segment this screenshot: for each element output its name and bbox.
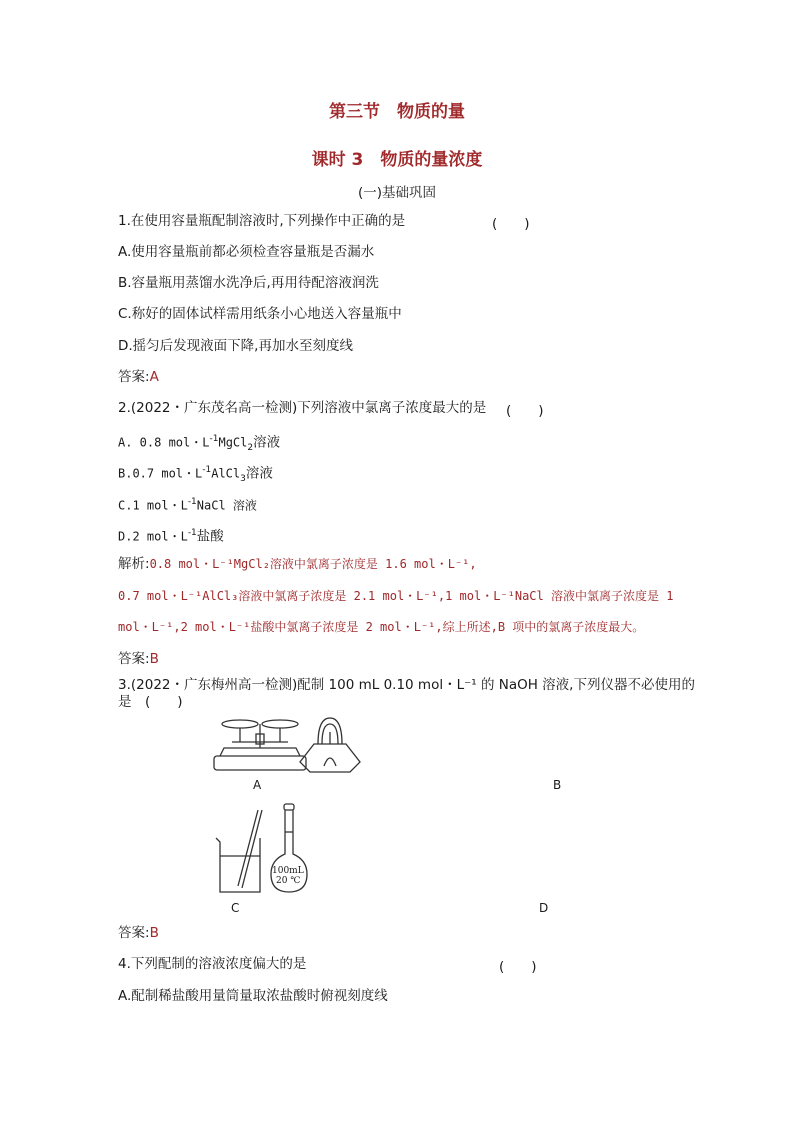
alcohol-lamp-figure: [298, 714, 362, 774]
analysis-text: 0.8 mol・L⁻¹MgCl₂溶液中氯离子浓度是 1.6 mol・L⁻¹,: [149, 557, 477, 571]
answer-value: B: [149, 925, 159, 941]
q2-stem: 2.(2022・广东茂名高一检测)下列溶液中氯离子浓度最大的是: [118, 400, 487, 416]
q2-option-c-text: C.1 mol・L: [118, 498, 188, 513]
q2-option-d: [118, 524, 224, 546]
q1-option-d: D.摇匀后发现液面下降,再加水至刻度线: [118, 338, 353, 354]
q2-option-c: [118, 493, 257, 515]
q2-answer: [118, 650, 159, 668]
q2-analysis-line3: mol・L⁻¹,2 mol・L⁻¹盐酸中氯离子浓度是 2 mol・L⁻¹,综上所述,B 项中的氯离子浓度最大。: [118, 620, 645, 634]
q2-option-b-suffix: 溶液: [245, 465, 273, 482]
q2-option-b-sup: -1: [202, 465, 212, 475]
q1-answer-blank: ( ): [492, 216, 530, 232]
figure-label-b: B: [553, 778, 562, 792]
q2-option-b-text: B.0.7 mol・L: [118, 466, 203, 481]
q3-answer: [118, 924, 159, 942]
q3-stem: 3.(2022・广东梅州高一检测)配制 100 mL 0.10 mol・L⁻¹ 的 NaOH 溶液,下列仪器不必使用的: [118, 677, 695, 693]
q2-option-a-sub: 2: [247, 443, 254, 454]
q2-analysis-line2: 0.7 mol・L⁻¹AlCl₃溶液中氯离子浓度是 2.1 mol・L⁻¹,1 mol・L⁻¹NaCl 溶液中氯离子浓度是 1: [118, 589, 674, 603]
q2-option-a-text: A. 0.8 mol・L: [118, 435, 210, 450]
figure-label-c: C: [231, 901, 240, 915]
q1-option-c: C.称好的固体试样需用纸条小心地送入容量瓶中: [118, 306, 402, 322]
q2-option-b-sub: 3: [240, 474, 246, 485]
figure-label-d: D: [539, 901, 549, 915]
q4-answer-blank: ( ): [499, 959, 537, 975]
q2-option-a-suffix: 溶液: [253, 434, 281, 451]
answer-value: A: [149, 369, 159, 385]
q1-option-b: B.容量瓶用蒸馏水洗净后,再用待配溶液润洗: [118, 275, 379, 291]
q2-option-d-sup: -1: [187, 528, 197, 538]
q2-option-a-formula: MgCl: [218, 435, 248, 450]
q1-option-a: A.使用容量瓶前都必须检查容量瓶是否漏水: [118, 244, 375, 260]
q4-stem: 4.下列配制的溶液浓度偏大的是: [118, 956, 307, 972]
section-title: 第三节 物质的量: [329, 102, 465, 122]
q2-answer-blank: ( ): [506, 403, 544, 419]
q2-option-c-suffix: NaCl 溶液: [196, 498, 257, 513]
q4-option-a: A.配制稀盐酸用量筒量取浓盐酸时俯视刻度线: [118, 988, 388, 1004]
figure-label-a: A: [253, 778, 262, 792]
answer-value: B: [149, 651, 159, 667]
flask-temp-label: 20 ℃: [276, 876, 301, 886]
q2-option-b: [118, 461, 273, 488]
answer-label: 答案:: [118, 651, 150, 667]
q2-option-a: [118, 430, 280, 457]
flask-volume-label: 100mL: [272, 866, 304, 876]
q3-stem-cont: 是 ( ): [118, 694, 183, 710]
subsection-heading: (一)基础巩固: [357, 185, 437, 201]
answer-label: 答案:: [118, 925, 150, 941]
q2-analysis-line1: [118, 555, 477, 573]
q2-option-c-sup: -1: [187, 497, 197, 507]
q2-option-d-text: D.2 mol・L: [118, 529, 188, 544]
q1-stem: 1.在使用容量瓶配制溶液时,下列操作中正确的是: [118, 213, 406, 229]
q2-option-b-formula: AlCl: [211, 466, 241, 481]
analysis-label: 解析:: [118, 556, 150, 572]
lesson-title: 课时 3 物质的量浓度: [311, 150, 483, 170]
answer-label: 答案:: [118, 369, 150, 385]
balance-figure: [210, 712, 310, 774]
beaker-figure: [212, 806, 268, 896]
q2-option-d-suffix: 盐酸: [196, 528, 224, 545]
q1-answer: [118, 368, 159, 386]
q2-option-a-sup: -1: [209, 434, 219, 444]
